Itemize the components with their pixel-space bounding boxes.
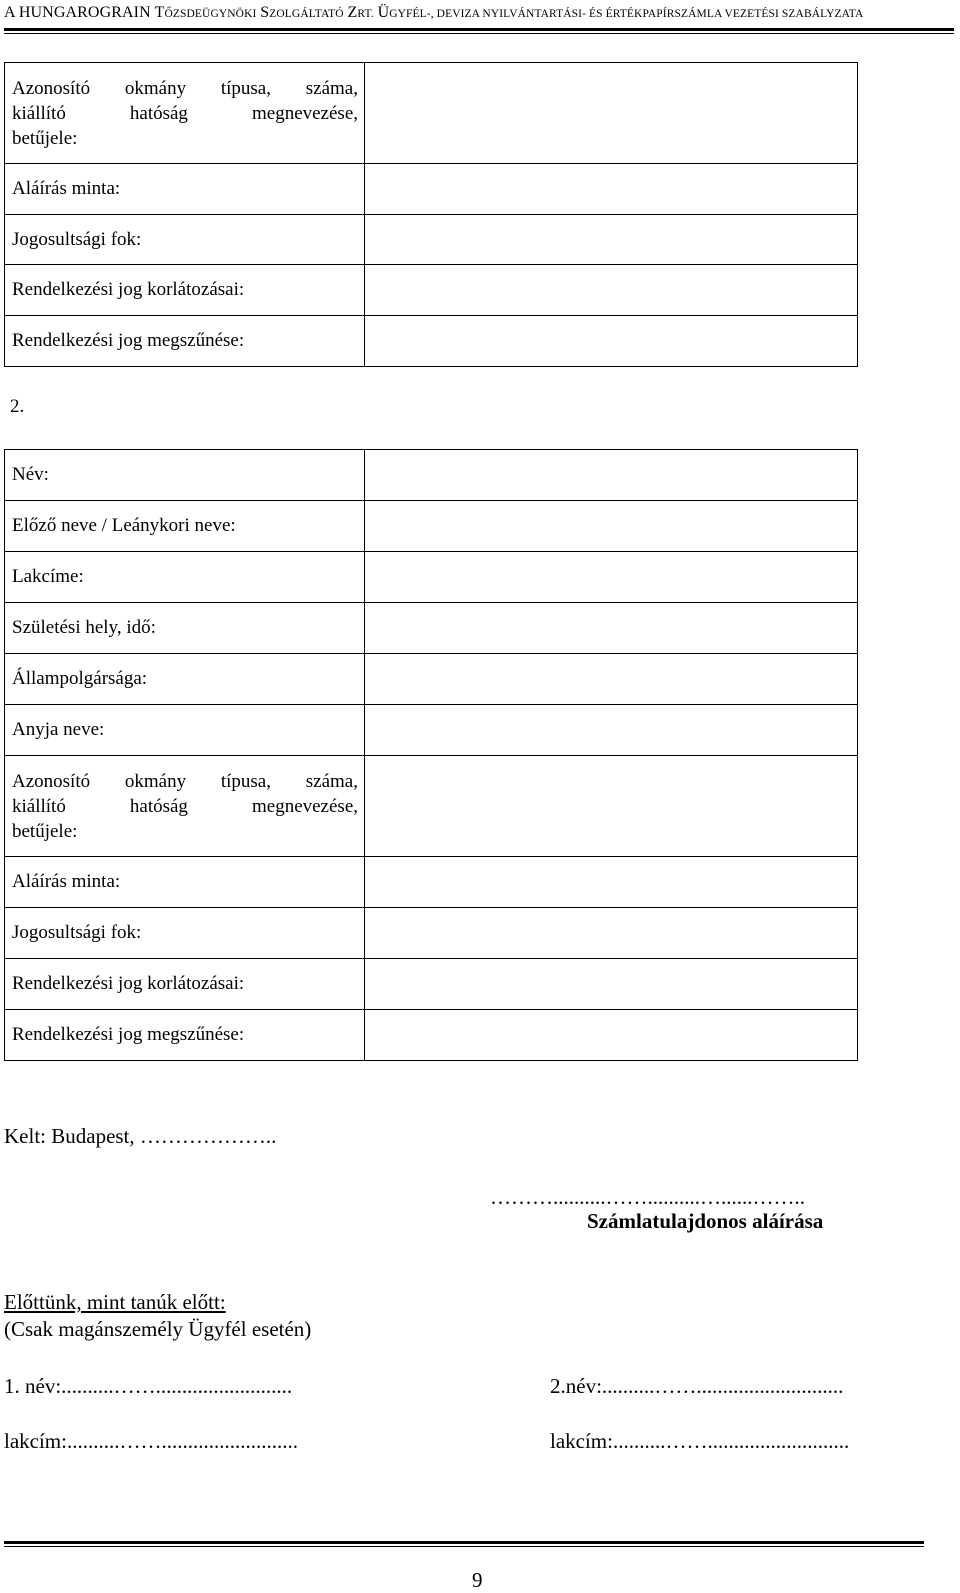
page-header: A HUNGAROGRAIN TŐZSDEÜGYNÖKI SZOLGÁLTATÓ ZRT. ÜGYFÉL-, DEVIZA NYILVÁNTARTÁSI- ÉS ÉRTÉKPAPÍRSZÁMLA VEZETÉSI SZABÁLYZATA: [4, 4, 864, 21]
witness-1-name: 1. név:..........……..........................: [4, 1374, 293, 1398]
footer-rule-thin: [4, 1546, 924, 1547]
mother-name-field[interactable]: [365, 705, 858, 756]
place-date-line: Kelt: Budapest, ………………..: [4, 1124, 277, 1148]
previous-name-label: Előző neve / Leánykori neve:: [5, 501, 365, 552]
disposal-restrictions-field-2[interactable]: [365, 959, 858, 1010]
witnesses-heading: Előttünk, mint tanúk előtt:: [4, 1290, 226, 1314]
signature-sample-field-2[interactable]: [365, 857, 858, 908]
signature-sample-label-2: Aláírás minta:: [5, 857, 365, 908]
authority-level-label-2: Jogosultsági fok:: [5, 908, 365, 959]
id-document-label: Azonosító okmány típusa, száma, kiállító hatóság megnevezése, betűjele:: [5, 63, 365, 164]
disposal-termination-field-2[interactable]: [365, 1010, 858, 1061]
page-number: 9: [472, 1568, 483, 1592]
witnesses-note: (Csak magánszemély Ügyfél esetén): [4, 1317, 312, 1341]
disposal-termination-label: Rendelkezési jog megszűnése:: [5, 316, 365, 367]
disposal-restrictions-label: Rendelkezési jog korlátozásai:: [5, 265, 365, 316]
header-prefix: A HUNGAROGRAIN: [4, 4, 151, 21]
mother-name-label: Anyja neve:: [5, 705, 365, 756]
disposal-termination-field[interactable]: [365, 316, 858, 367]
witness-1-address: lakcím:..........……..........................: [4, 1429, 298, 1453]
witness-2-name: 2.név:..........……............................: [550, 1374, 844, 1398]
signature-caption: Számlatulajdonos aláírása: [587, 1209, 824, 1233]
header-rule-thin: [4, 33, 954, 34]
signature-sample-label: Aláírás minta:: [5, 164, 365, 215]
section-number: 2.: [10, 396, 25, 417]
authority-level-field-2[interactable]: [365, 908, 858, 959]
signature-sample-field[interactable]: [365, 164, 858, 215]
name-label: Név:: [5, 450, 365, 501]
previous-name-field[interactable]: [365, 501, 858, 552]
birth-place-date-field[interactable]: [365, 603, 858, 654]
disposal-termination-label-2: Rendelkezési jog megszűnése:: [5, 1010, 365, 1061]
citizenship-field[interactable]: [365, 654, 858, 705]
signature-line: ………..........……..........…......……..: [490, 1185, 805, 1209]
authority-level-label: Jogosultsági fok:: [5, 215, 365, 265]
birth-place-date-label: Születési hely, idő:: [5, 603, 365, 654]
address-label: Lakcíme:: [5, 552, 365, 603]
disposal-restrictions-field[interactable]: [365, 265, 858, 316]
witness-2-address: lakcím:..........……...........................: [550, 1429, 850, 1453]
authorized-person-2-table: [4, 449, 858, 1061]
disposal-restrictions-label-2: Rendelkezési jog korlátozásai:: [5, 959, 365, 1010]
name-field[interactable]: [365, 450, 858, 501]
id-document-field[interactable]: [365, 63, 858, 164]
id-document-label-2: Azonosító okmány típusa, száma, kiállító hatóság megnevezése, betűjele:: [5, 756, 365, 857]
header-rule: [4, 28, 954, 31]
address-field[interactable]: [365, 552, 858, 603]
authorized-person-1-table: [4, 62, 858, 367]
authority-level-field[interactable]: [365, 215, 858, 265]
id-document-field-2[interactable]: [365, 756, 858, 857]
footer-rule: [4, 1541, 924, 1544]
citizenship-label: Állampolgársága:: [5, 654, 365, 705]
